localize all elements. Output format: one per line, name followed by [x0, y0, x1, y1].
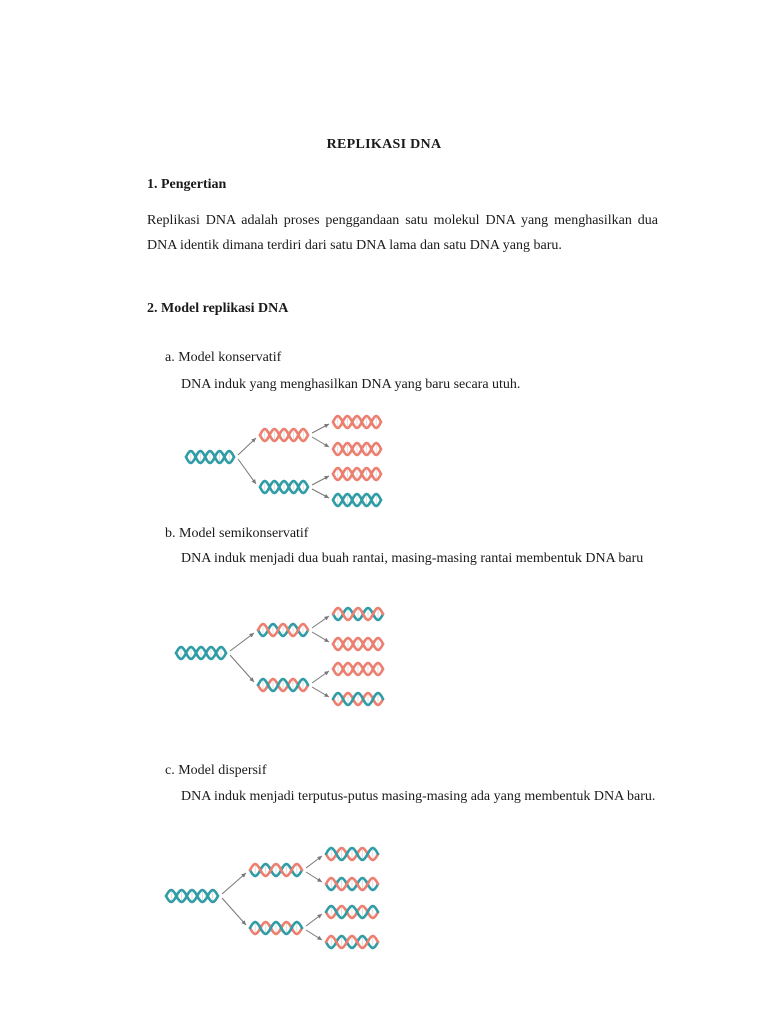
- section-heading-pengertian: 1. Pengertian: [147, 177, 227, 192]
- model-c-description: DNA induk menjadi terputus-putus masing-masing ada yang membentuk DNA baru.: [181, 789, 656, 804]
- arrow: [312, 489, 329, 498]
- arrow: [306, 914, 322, 926]
- model-a-description: DNA induk yang menghasilkan DNA yang baru secara utuh.: [181, 377, 521, 392]
- definition-paragraph: Replikasi DNA adalah proses penggandaan satu molekul DNA yang menghasilkan dua DNA identik dimana terdiri dari satu DNA lama dan satu DNA yang baru.: [147, 213, 658, 253]
- second-generation-helix: [333, 693, 383, 705]
- second-generation-helix: [333, 416, 381, 428]
- first-generation-helix: [258, 624, 308, 636]
- model-b-label: b. Model semikonservatif: [165, 526, 309, 541]
- first-generation-helix: [260, 481, 308, 493]
- arrow: [312, 671, 329, 683]
- semiconservative-diagram: [170, 598, 390, 716]
- second-generation-helix: [333, 608, 383, 620]
- second-generation-helix: [333, 663, 383, 675]
- second-generation-helix: [333, 468, 381, 480]
- arrow: [306, 872, 322, 882]
- model-b-description: DNA induk menjadi dua buah rantai, masing-masing rantai membentuk DNA baru: [181, 551, 644, 566]
- arrow: [312, 437, 329, 447]
- dispersive-diagram: [160, 840, 390, 958]
- arrow: [306, 856, 322, 868]
- first-generation-helix: [260, 429, 308, 441]
- model-a-label: a. Model konservatif: [165, 350, 282, 365]
- arrow: [238, 459, 256, 484]
- arrow: [312, 687, 329, 697]
- second-generation-helix: [326, 906, 378, 918]
- first-generation-helix: [250, 864, 302, 876]
- parent-dna-helix: [176, 647, 226, 659]
- arrow: [238, 438, 256, 455]
- arrow: [222, 898, 246, 925]
- model-c-label: c. Model dispersif: [165, 763, 267, 778]
- arrow: [312, 424, 329, 433]
- conservative-diagram: [180, 412, 390, 512]
- parent-dna-helix: [186, 451, 234, 463]
- arrow: [222, 873, 246, 894]
- second-generation-helix: [333, 494, 381, 506]
- arrow: [312, 476, 329, 485]
- first-generation-helix: [250, 922, 302, 934]
- first-generation-helix: [258, 679, 308, 691]
- arrow: [230, 633, 254, 651]
- second-generation-helix: [333, 638, 383, 650]
- second-generation-helix: [326, 878, 378, 890]
- arrow: [306, 930, 322, 940]
- second-generation-helix: [326, 936, 378, 948]
- second-generation-helix: [333, 443, 381, 455]
- arrow: [312, 632, 329, 642]
- document-title: REPLIKASI DNA: [326, 137, 442, 152]
- parent-dna-helix: [166, 890, 218, 902]
- section-heading-model: 2. Model replikasi DNA: [147, 301, 289, 316]
- arrow: [230, 655, 254, 682]
- second-generation-helix: [326, 848, 378, 860]
- arrow: [312, 616, 329, 628]
